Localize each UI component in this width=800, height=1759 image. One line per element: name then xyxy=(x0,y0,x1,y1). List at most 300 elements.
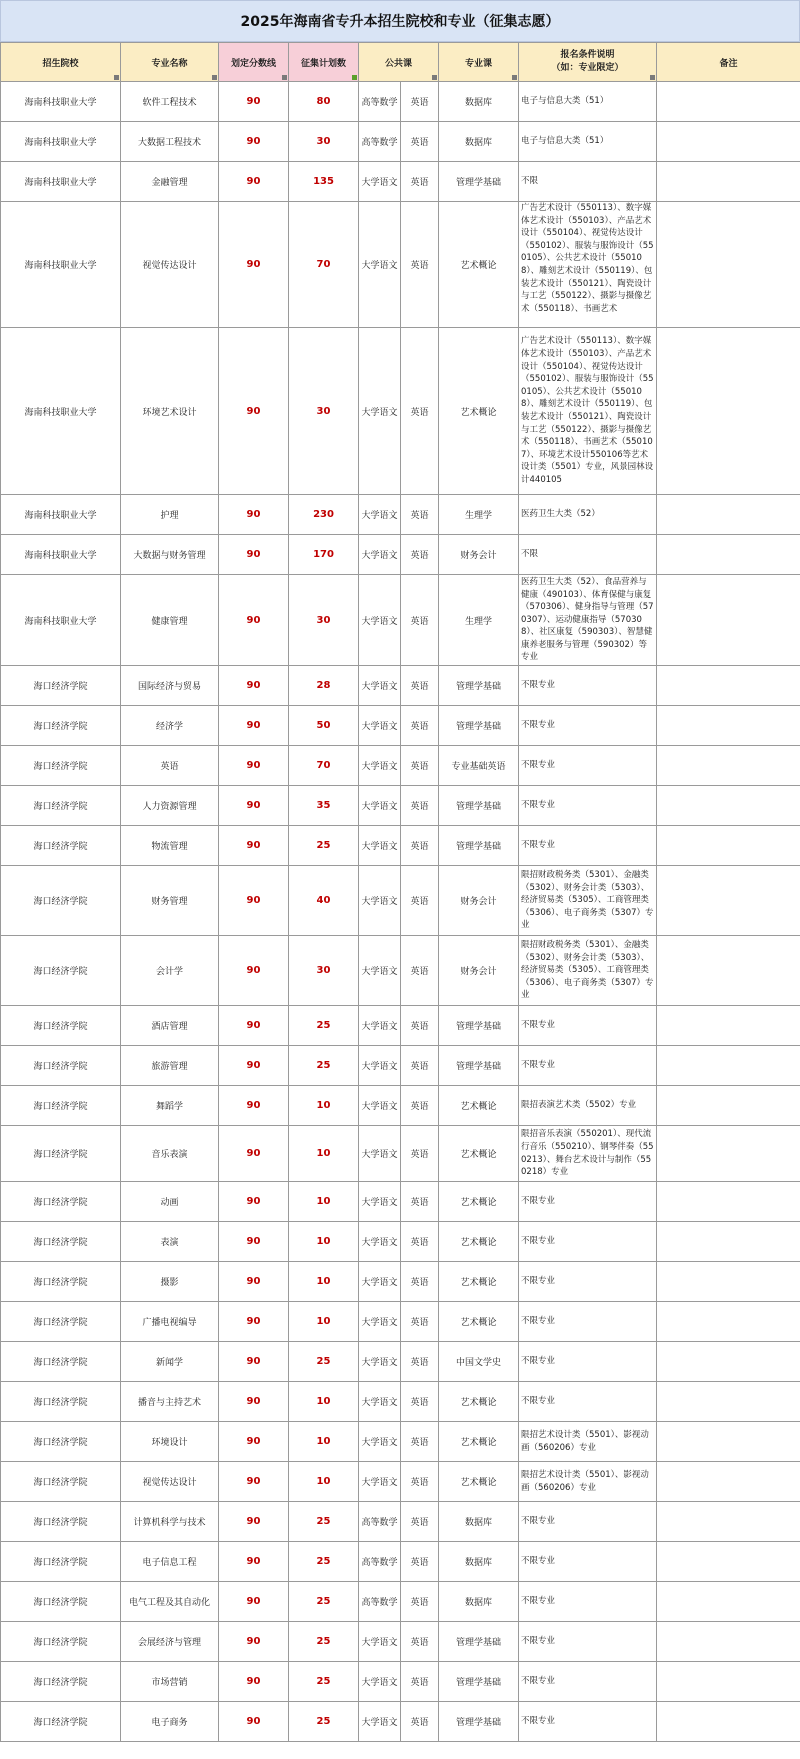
cell-score[interactable]: 90 xyxy=(219,936,289,1006)
cell-public-course-1[interactable]: 大学语文 xyxy=(359,706,401,746)
cell-major[interactable]: 财务管理 xyxy=(121,866,219,936)
cell-plan[interactable]: 40 xyxy=(289,866,359,936)
cell-major[interactable]: 市场营销 xyxy=(121,1662,219,1702)
cell-plan[interactable]: 10 xyxy=(289,1182,359,1222)
cell-conditions[interactable] xyxy=(519,202,657,328)
cell-score[interactable]: 90 xyxy=(219,1342,289,1382)
cell-notes[interactable] xyxy=(657,1126,800,1182)
cell-score[interactable]: 90 xyxy=(219,1622,289,1662)
cell-plan[interactable]: 10 xyxy=(289,1302,359,1342)
filter-icon[interactable] xyxy=(282,75,287,80)
cell-major[interactable]: 音乐表演 xyxy=(121,1126,219,1182)
cell-public-course-2[interactable]: 英语 xyxy=(401,1662,439,1702)
cell-professional-course[interactable]: 艺术概论 xyxy=(439,1302,519,1342)
cell-conditions[interactable]: 限招艺术设计类（5501）、影视动画（560206）专业 xyxy=(519,1462,657,1502)
cell-school[interactable]: 海口经济学院 xyxy=(1,1046,121,1086)
cell-professional-course[interactable]: 艺术概论 xyxy=(439,1422,519,1462)
cell-public-course-2[interactable]: 英语 xyxy=(401,1046,439,1086)
cell-major[interactable]: 人力资源管理 xyxy=(121,786,219,826)
cell-notes[interactable] xyxy=(657,1582,800,1622)
cell-score[interactable]: 90 xyxy=(219,1302,289,1342)
cell-plan[interactable]: 10 xyxy=(289,1086,359,1126)
cell-public-course-1[interactable]: 大学语文 xyxy=(359,1086,401,1126)
cell-plan[interactable]: 10 xyxy=(289,1126,359,1182)
cell-major[interactable]: 计算机科学与技术 xyxy=(121,1502,219,1542)
cell-conditions[interactable]: 不限专业 xyxy=(519,1622,657,1662)
cell-plan[interactable]: 10 xyxy=(289,1222,359,1262)
cell-conditions[interactable]: 限招财政税务类（5301）、金融类（5302）、财务会计类（5303）、经济贸易类（5305）、工商管理类（5306）、电子商务类（5307）专业 xyxy=(519,936,657,1006)
cell-public-course-1[interactable]: 大学语文 xyxy=(359,826,401,866)
cell-score[interactable]: 90 xyxy=(219,1422,289,1462)
cell-public-course-1[interactable]: 大学语文 xyxy=(359,1222,401,1262)
cell-plan[interactable]: 25 xyxy=(289,826,359,866)
cell-public-course-2[interactable]: 英语 xyxy=(401,706,439,746)
cell-score[interactable]: 90 xyxy=(219,786,289,826)
cell-major[interactable]: 新闻学 xyxy=(121,1342,219,1382)
cell-professional-course[interactable]: 艺术概论 xyxy=(439,1382,519,1422)
cell-score[interactable]: 90 xyxy=(219,82,289,122)
cell-school[interactable]: 海口经济学院 xyxy=(1,1502,121,1542)
cell-plan[interactable]: 25 xyxy=(289,1542,359,1582)
header-notes[interactable]: 备注 xyxy=(657,43,800,82)
cell-plan[interactable]: 25 xyxy=(289,1702,359,1742)
cell-public-course-2[interactable]: 英语 xyxy=(401,1622,439,1662)
cell-conditions[interactable]: 限招艺术设计类（5501）、影视动画（560206）专业 xyxy=(519,1422,657,1462)
cell-notes[interactable] xyxy=(657,1302,800,1342)
cell-school[interactable]: 海南科技职业大学 xyxy=(1,122,121,162)
cell-public-course-1[interactable]: 大学语文 xyxy=(359,936,401,1006)
cell-professional-course[interactable]: 艺术概论 xyxy=(439,1262,519,1302)
cell-conditions[interactable]: 医药卫生大类（52）、食品营养与健康（490103）、体育保健与康复（570306）、健身指导与管理（570307）、运动健康指导（570308）、社区康复（590303）、智慧健康养老服务与管理（590302）等专业 xyxy=(519,575,657,666)
cell-public-course-1[interactable]: 大学语文 xyxy=(359,1422,401,1462)
cell-plan[interactable]: 70 xyxy=(289,746,359,786)
cell-professional-course[interactable]: 管理学基础 xyxy=(439,1702,519,1742)
cell-public-course-1[interactable]: 大学语文 xyxy=(359,1462,401,1502)
cell-conditions[interactable]: 限招财政税务类（5301）、金融类（5302）、财务会计类（5303）、经济贸易类（5305）、工商管理类（5306）、电子商务类（5307）专业 xyxy=(519,866,657,936)
cell-conditions[interactable]: 不限专业 xyxy=(519,1262,657,1302)
cell-professional-course[interactable]: 艺术概论 xyxy=(439,1126,519,1182)
cell-professional-course[interactable]: 数据库 xyxy=(439,82,519,122)
cell-school[interactable]: 海口经济学院 xyxy=(1,936,121,1006)
cell-notes[interactable] xyxy=(657,1502,800,1542)
cell-professional-course[interactable]: 财务会计 xyxy=(439,866,519,936)
cell-school[interactable]: 海南科技职业大学 xyxy=(1,162,121,202)
cell-professional-course[interactable]: 艺术概论 xyxy=(439,1222,519,1262)
cell-public-course-1[interactable]: 高等数学 xyxy=(359,1542,401,1582)
cell-public-course-2[interactable]: 英语 xyxy=(401,1262,439,1302)
cell-major[interactable]: 软件工程技术 xyxy=(121,82,219,122)
cell-score[interactable]: 90 xyxy=(219,328,289,495)
cell-major[interactable]: 酒店管理 xyxy=(121,1006,219,1046)
cell-score[interactable]: 90 xyxy=(219,1126,289,1182)
cell-public-course-2[interactable]: 英语 xyxy=(401,666,439,706)
cell-plan[interactable]: 25 xyxy=(289,1582,359,1622)
cell-score[interactable]: 90 xyxy=(219,1502,289,1542)
cell-plan[interactable]: 30 xyxy=(289,328,359,495)
cell-major[interactable]: 环境艺术设计 xyxy=(121,328,219,495)
cell-public-course-2[interactable]: 英语 xyxy=(401,826,439,866)
cell-notes[interactable] xyxy=(657,162,800,202)
cell-notes[interactable] xyxy=(657,1222,800,1262)
cell-conditions[interactable]: 电子与信息大类（51） xyxy=(519,82,657,122)
cell-public-course-1[interactable]: 大学语文 xyxy=(359,1662,401,1702)
cell-professional-course[interactable]: 管理学基础 xyxy=(439,1046,519,1086)
cell-public-course-1[interactable]: 大学语文 xyxy=(359,1182,401,1222)
cell-notes[interactable] xyxy=(657,1702,800,1742)
cell-school[interactable]: 海南科技职业大学 xyxy=(1,202,121,328)
cell-conditions[interactable]: 不限专业 xyxy=(519,1502,657,1542)
cell-professional-course[interactable]: 艺术概论 xyxy=(439,1086,519,1126)
cell-score[interactable]: 90 xyxy=(219,746,289,786)
cell-notes[interactable] xyxy=(657,1182,800,1222)
cell-public-course-1[interactable]: 高等数学 xyxy=(359,122,401,162)
cell-plan[interactable]: 25 xyxy=(289,1342,359,1382)
cell-public-course-1[interactable]: 大学语文 xyxy=(359,1006,401,1046)
cell-professional-course[interactable]: 管理学基础 xyxy=(439,826,519,866)
cell-public-course-2[interactable]: 英语 xyxy=(401,1702,439,1742)
cell-school[interactable]: 海口经济学院 xyxy=(1,1382,121,1422)
cell-public-course-2[interactable]: 英语 xyxy=(401,1302,439,1342)
cell-professional-course[interactable]: 艺术概论 xyxy=(439,1182,519,1222)
cell-conditions[interactable]: 不限专业 xyxy=(519,1342,657,1382)
cell-score[interactable]: 90 xyxy=(219,495,289,535)
cell-conditions[interactable]: 不限专业 xyxy=(519,826,657,866)
cell-notes[interactable] xyxy=(657,1662,800,1702)
cell-score[interactable]: 90 xyxy=(219,1542,289,1582)
cell-school[interactable]: 海南科技职业大学 xyxy=(1,495,121,535)
cell-public-course-2[interactable]: 英语 xyxy=(401,535,439,575)
cell-plan[interactable]: 135 xyxy=(289,162,359,202)
cell-conditions[interactable]: 不限专业 xyxy=(519,1542,657,1582)
cell-major[interactable]: 电子信息工程 xyxy=(121,1542,219,1582)
cell-conditions[interactable]: 不限专业 xyxy=(519,1182,657,1222)
cell-public-course-1[interactable]: 大学语文 xyxy=(359,746,401,786)
cell-score[interactable]: 90 xyxy=(219,1222,289,1262)
cell-school[interactable]: 海口经济学院 xyxy=(1,706,121,746)
cell-public-course-1[interactable]: 大学语文 xyxy=(359,1046,401,1086)
cell-professional-course[interactable]: 生理学 xyxy=(439,495,519,535)
cell-conditions[interactable]: 不限专业 xyxy=(519,1006,657,1046)
cell-major[interactable]: 广播电视编导 xyxy=(121,1302,219,1342)
cell-notes[interactable] xyxy=(657,535,800,575)
cell-notes[interactable] xyxy=(657,122,800,162)
cell-plan[interactable]: 80 xyxy=(289,82,359,122)
cell-score[interactable]: 90 xyxy=(219,202,289,328)
filter-icon[interactable] xyxy=(650,75,655,80)
cell-public-course-2[interactable]: 英语 xyxy=(401,202,439,328)
header-major[interactable]: 专业名称 xyxy=(121,43,219,82)
cell-major[interactable]: 会展经济与管理 xyxy=(121,1622,219,1662)
cell-conditions[interactable]: 不限 xyxy=(519,162,657,202)
cell-major[interactable]: 电气工程及其自动化 xyxy=(121,1582,219,1622)
cell-school[interactable]: 海口经济学院 xyxy=(1,786,121,826)
cell-plan[interactable]: 10 xyxy=(289,1462,359,1502)
cell-public-course-1[interactable]: 大学语文 xyxy=(359,495,401,535)
cell-major[interactable]: 大数据工程技术 xyxy=(121,122,219,162)
cell-professional-course[interactable]: 中国文学史 xyxy=(439,1342,519,1382)
cell-major[interactable]: 动画 xyxy=(121,1182,219,1222)
cell-public-course-2[interactable]: 英语 xyxy=(401,1462,439,1502)
cell-score[interactable]: 90 xyxy=(219,575,289,666)
cell-professional-course[interactable]: 艺术概论 xyxy=(439,328,519,495)
cell-conditions[interactable]: 不限专业 xyxy=(519,1382,657,1422)
cell-score[interactable]: 90 xyxy=(219,1382,289,1422)
header-score[interactable]: 划定分数线 xyxy=(219,43,289,82)
cell-public-course-2[interactable]: 英语 xyxy=(401,162,439,202)
cell-public-course-2[interactable]: 英语 xyxy=(401,1126,439,1182)
cell-public-course-1[interactable]: 大学语文 xyxy=(359,666,401,706)
cell-notes[interactable] xyxy=(657,1542,800,1582)
cell-plan[interactable]: 70 xyxy=(289,202,359,328)
cell-major[interactable]: 护理 xyxy=(121,495,219,535)
cell-school[interactable]: 海口经济学院 xyxy=(1,1582,121,1622)
cell-score[interactable]: 90 xyxy=(219,1582,289,1622)
cell-major[interactable]: 摄影 xyxy=(121,1262,219,1302)
cell-notes[interactable] xyxy=(657,1006,800,1046)
cell-school[interactable]: 海口经济学院 xyxy=(1,1126,121,1182)
cell-professional-course[interactable]: 数据库 xyxy=(439,1542,519,1582)
cell-notes[interactable] xyxy=(657,1422,800,1462)
cell-conditions[interactable]: 不限专业 xyxy=(519,1662,657,1702)
cell-plan[interactable]: 25 xyxy=(289,1046,359,1086)
cell-score[interactable]: 90 xyxy=(219,1662,289,1702)
cell-school[interactable]: 海口经济学院 xyxy=(1,666,121,706)
cell-score[interactable]: 90 xyxy=(219,1182,289,1222)
cell-plan[interactable]: 35 xyxy=(289,786,359,826)
cell-professional-course[interactable]: 财务会计 xyxy=(439,936,519,1006)
cell-school[interactable]: 海南科技职业大学 xyxy=(1,535,121,575)
cell-major[interactable]: 播音与主持艺术 xyxy=(121,1382,219,1422)
cell-school[interactable]: 海口经济学院 xyxy=(1,1006,121,1046)
cell-public-course-2[interactable]: 英语 xyxy=(401,1502,439,1542)
cell-notes[interactable] xyxy=(657,82,800,122)
cell-major[interactable]: 环境设计 xyxy=(121,1422,219,1462)
cell-school[interactable]: 海口经济学院 xyxy=(1,1086,121,1126)
filter-icon[interactable] xyxy=(512,75,517,80)
cell-plan[interactable]: 25 xyxy=(289,1006,359,1046)
cell-major[interactable]: 英语 xyxy=(121,746,219,786)
cell-professional-course[interactable]: 管理学基础 xyxy=(439,1662,519,1702)
cell-plan[interactable]: 25 xyxy=(289,1662,359,1702)
cell-plan[interactable]: 230 xyxy=(289,495,359,535)
cell-school[interactable]: 海口经济学院 xyxy=(1,746,121,786)
cell-public-course-2[interactable]: 英语 xyxy=(401,1422,439,1462)
cell-major[interactable]: 电子商务 xyxy=(121,1702,219,1742)
cell-major[interactable]: 会计学 xyxy=(121,936,219,1006)
cell-conditions[interactable]: 不限专业 xyxy=(519,706,657,746)
cell-professional-course[interactable]: 管理学基础 xyxy=(439,1622,519,1662)
cell-school[interactable]: 海口经济学院 xyxy=(1,1222,121,1262)
cell-school[interactable]: 海南科技职业大学 xyxy=(1,82,121,122)
cell-public-course-2[interactable]: 英语 xyxy=(401,122,439,162)
cell-plan[interactable]: 30 xyxy=(289,122,359,162)
cell-notes[interactable] xyxy=(657,495,800,535)
header-professional-course[interactable]: 专业课 xyxy=(439,43,519,82)
cell-score[interactable]: 90 xyxy=(219,1462,289,1502)
cell-school[interactable]: 海口经济学院 xyxy=(1,1622,121,1662)
cell-school[interactable]: 海口经济学院 xyxy=(1,1342,121,1382)
cell-school[interactable]: 海口经济学院 xyxy=(1,826,121,866)
cell-major[interactable]: 物流管理 xyxy=(121,826,219,866)
cell-public-course-2[interactable]: 英语 xyxy=(401,1542,439,1582)
cell-score[interactable]: 90 xyxy=(219,1006,289,1046)
cell-plan[interactable]: 10 xyxy=(289,1422,359,1462)
cell-plan[interactable]: 25 xyxy=(289,1502,359,1542)
cell-public-course-1[interactable]: 高等数学 xyxy=(359,1582,401,1622)
cell-professional-course[interactable]: 数据库 xyxy=(439,1502,519,1542)
cell-conditions[interactable]: 不限专业 xyxy=(519,666,657,706)
cell-plan[interactable]: 28 xyxy=(289,666,359,706)
cell-conditions[interactable]: 不限专业 xyxy=(519,786,657,826)
cell-professional-course[interactable]: 数据库 xyxy=(439,122,519,162)
cell-professional-course[interactable]: 数据库 xyxy=(439,1582,519,1622)
cell-public-course-2[interactable]: 英语 xyxy=(401,746,439,786)
cell-public-course-2[interactable]: 英语 xyxy=(401,1182,439,1222)
cell-conditions[interactable]: 不限专业 xyxy=(519,1222,657,1262)
cell-major[interactable]: 舞蹈学 xyxy=(121,1086,219,1126)
filter-icon[interactable] xyxy=(114,75,119,80)
cell-notes[interactable] xyxy=(657,1262,800,1302)
cell-public-course-1[interactable]: 大学语文 xyxy=(359,866,401,936)
cell-professional-course[interactable]: 财务会计 xyxy=(439,535,519,575)
cell-plan[interactable]: 170 xyxy=(289,535,359,575)
cell-notes[interactable] xyxy=(657,936,800,1006)
cell-public-course-2[interactable]: 英语 xyxy=(401,575,439,666)
cell-professional-course[interactable]: 管理学基础 xyxy=(439,162,519,202)
cell-public-course-2[interactable]: 英语 xyxy=(401,1582,439,1622)
cell-public-course-1[interactable]: 大学语文 xyxy=(359,1342,401,1382)
cell-school[interactable]: 海口经济学院 xyxy=(1,1182,121,1222)
cell-professional-course[interactable]: 艺术概论 xyxy=(439,202,519,328)
cell-professional-course[interactable]: 管理学基础 xyxy=(439,706,519,746)
cell-public-course-2[interactable]: 英语 xyxy=(401,1222,439,1262)
cell-major[interactable]: 视觉传达设计 xyxy=(121,1462,219,1502)
cell-professional-course[interactable]: 生理学 xyxy=(439,575,519,666)
header-school[interactable]: 招生院校 xyxy=(1,43,121,82)
cell-plan[interactable]: 50 xyxy=(289,706,359,746)
cell-score[interactable]: 90 xyxy=(219,1262,289,1302)
filter-active-icon[interactable] xyxy=(352,75,357,80)
cell-score[interactable]: 90 xyxy=(219,122,289,162)
cell-public-course-1[interactable]: 大学语文 xyxy=(359,575,401,666)
cell-school[interactable]: 海口经济学院 xyxy=(1,1702,121,1742)
cell-public-course-1[interactable]: 大学语文 xyxy=(359,1302,401,1342)
cell-professional-course[interactable]: 管理学基础 xyxy=(439,1006,519,1046)
cell-school[interactable]: 海南科技职业大学 xyxy=(1,575,121,666)
cell-major[interactable]: 国际经济与贸易 xyxy=(121,666,219,706)
cell-notes[interactable] xyxy=(657,1462,800,1502)
cell-conditions[interactable]: 不限 xyxy=(519,535,657,575)
filter-icon[interactable] xyxy=(212,75,217,80)
header-conditions[interactable]: 报名条件说明 （如：专业限定） xyxy=(519,43,657,82)
cell-public-course-2[interactable]: 英语 xyxy=(401,786,439,826)
cell-public-course-1[interactable]: 大学语文 xyxy=(359,1702,401,1742)
cell-public-course-1[interactable]: 高等数学 xyxy=(359,82,401,122)
cell-public-course-2[interactable]: 英语 xyxy=(401,328,439,495)
cell-public-course-1[interactable]: 大学语文 xyxy=(359,786,401,826)
cell-score[interactable]: 90 xyxy=(219,535,289,575)
cell-conditions[interactable]: 不限专业 xyxy=(519,1046,657,1086)
cell-score[interactable]: 90 xyxy=(219,706,289,746)
cell-school[interactable]: 海口经济学院 xyxy=(1,866,121,936)
cell-notes[interactable] xyxy=(657,1382,800,1422)
cell-conditions[interactable]: 不限专业 xyxy=(519,746,657,786)
cell-conditions[interactable]: 限招音乐表演（550201）、现代流行音乐（550210）、钢琴伴奏（550213）、舞台艺术设计与制作（550218）专业 xyxy=(519,1126,657,1182)
cell-school[interactable]: 海口经济学院 xyxy=(1,1542,121,1582)
cell-public-course-1[interactable]: 大学语文 xyxy=(359,162,401,202)
cell-notes[interactable] xyxy=(657,575,800,666)
cell-public-course-2[interactable]: 英语 xyxy=(401,1382,439,1422)
cell-notes[interactable] xyxy=(657,866,800,936)
cell-public-course-1[interactable]: 大学语文 xyxy=(359,1622,401,1662)
cell-professional-course[interactable]: 专业基础英语 xyxy=(439,746,519,786)
cell-conditions[interactable]: 广告艺术设计（550113）、数字媒体艺术设计（550103）、产品艺术设计（550104）、视觉传达设计（550102）、服装与服饰设计（550105）、公共艺术设计（550108）、雕刻艺术设计（550119）、包装艺术设计（550121）、陶瓷设计与工艺（550122）、摄影与摄像艺术（550118）、书画艺术（550107）、环境艺术设计550106等艺术设计类（5501）专业，风景园林设计440105 xyxy=(519,328,657,495)
cell-notes[interactable] xyxy=(657,786,800,826)
cell-public-course-2[interactable]: 英语 xyxy=(401,495,439,535)
cell-score[interactable]: 90 xyxy=(219,666,289,706)
cell-notes[interactable] xyxy=(657,1622,800,1662)
cell-plan[interactable]: 30 xyxy=(289,936,359,1006)
cell-conditions[interactable]: 限招表演艺术类（5502）专业 xyxy=(519,1086,657,1126)
cell-school[interactable]: 海口经济学院 xyxy=(1,1662,121,1702)
cell-conditions[interactable]: 不限专业 xyxy=(519,1582,657,1622)
cell-public-course-1[interactable]: 大学语文 xyxy=(359,1126,401,1182)
cell-school[interactable]: 海口经济学院 xyxy=(1,1422,121,1462)
cell-conditions[interactable]: 不限专业 xyxy=(519,1302,657,1342)
cell-plan[interactable]: 10 xyxy=(289,1382,359,1422)
cell-score[interactable]: 90 xyxy=(219,866,289,936)
cell-school[interactable]: 海南科技职业大学 xyxy=(1,328,121,495)
cell-major[interactable]: 视觉传达设计 xyxy=(121,202,219,328)
cell-notes[interactable] xyxy=(657,666,800,706)
cell-public-course-1[interactable]: 大学语文 xyxy=(359,202,401,328)
cell-score[interactable]: 90 xyxy=(219,1702,289,1742)
cell-public-course-2[interactable]: 英语 xyxy=(401,866,439,936)
cell-public-course-1[interactable]: 高等数学 xyxy=(359,1502,401,1542)
cell-score[interactable]: 90 xyxy=(219,1086,289,1126)
cell-public-course-2[interactable]: 英语 xyxy=(401,1086,439,1126)
cell-plan[interactable]: 25 xyxy=(289,1622,359,1662)
cell-notes[interactable] xyxy=(657,1342,800,1382)
cell-public-course-2[interactable]: 英语 xyxy=(401,82,439,122)
cell-major[interactable]: 金融管理 xyxy=(121,162,219,202)
cell-major[interactable]: 大数据与财务管理 xyxy=(121,535,219,575)
cell-conditions[interactable]: 不限专业 xyxy=(519,1702,657,1742)
cell-conditions[interactable]: 电子与信息大类（51） xyxy=(519,122,657,162)
cell-public-course-2[interactable]: 英语 xyxy=(401,1342,439,1382)
cell-notes[interactable] xyxy=(657,328,800,495)
cell-public-course-1[interactable]: 大学语文 xyxy=(359,328,401,495)
cell-public-course-1[interactable]: 大学语文 xyxy=(359,1262,401,1302)
cell-conditions[interactable]: 医药卫生大类（52） xyxy=(519,495,657,535)
cell-major[interactable]: 健康管理 xyxy=(121,575,219,666)
cell-public-course-2[interactable]: 英语 xyxy=(401,1006,439,1046)
cell-major[interactable]: 经济学 xyxy=(121,706,219,746)
cell-notes[interactable] xyxy=(657,1046,800,1086)
header-plan[interactable]: 征集计划数 xyxy=(289,43,359,82)
cell-notes[interactable] xyxy=(657,202,800,328)
cell-plan[interactable]: 30 xyxy=(289,575,359,666)
cell-school[interactable]: 海口经济学院 xyxy=(1,1302,121,1342)
cell-score[interactable]: 90 xyxy=(219,162,289,202)
cell-major[interactable]: 旅游管理 xyxy=(121,1046,219,1086)
cell-plan[interactable]: 10 xyxy=(289,1262,359,1302)
cell-professional-course[interactable]: 管理学基础 xyxy=(439,786,519,826)
cell-school[interactable]: 海口经济学院 xyxy=(1,1462,121,1502)
cell-professional-course[interactable]: 管理学基础 xyxy=(439,666,519,706)
cell-notes[interactable] xyxy=(657,746,800,786)
cell-public-course-1[interactable]: 大学语文 xyxy=(359,535,401,575)
